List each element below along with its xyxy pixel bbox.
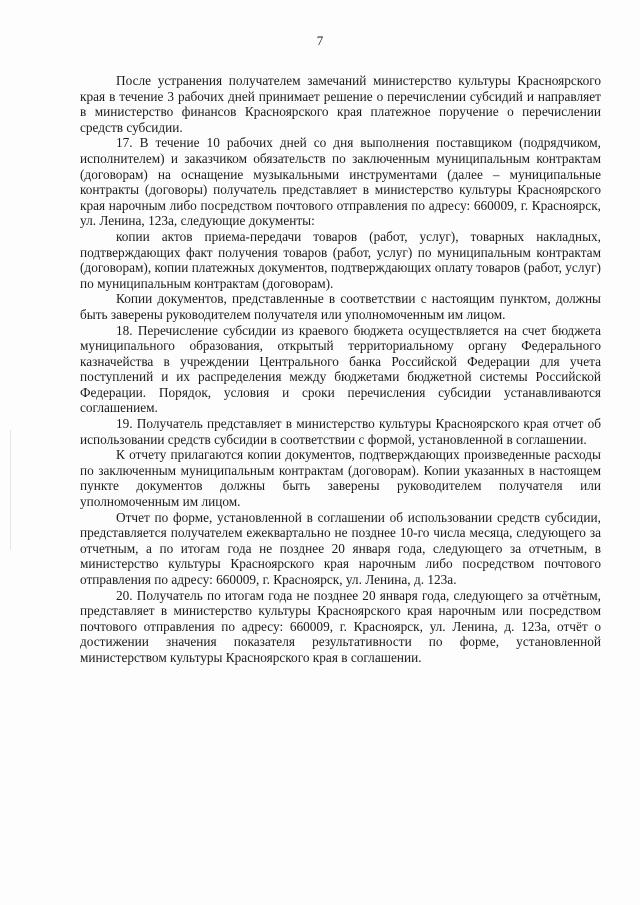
paragraph-item-19: 19. Получатель представляет в министерство культуры Красноярского края отчет об использовании средств субсидии в соответствии с формой, установленной в соглашении.: [80, 416, 601, 447]
page-number: 7: [316, 33, 324, 48]
paragraph-item-20: 20. Получатель по итогам года не позднее 20 января года, следующего за отчётным, представляет в министерство культуры Красноярского края нарочным или посредством почтового отправления по адресу: 660009, г. Красноярск, ул. Ленина, д. 123а, отчёт о достижении значения показателя результативности по форме, установленной министерством культуры Красноярского края в соглашении.: [80, 587, 601, 665]
paragraph-item-18: 18. Перечисление субсидии из краевого бюджета осуществляется на счет бюджета муниципального образования, открытый территориальному органу Федерального казначейства в учреждении Центрального банка Российской Федерации для учета поступлений и их распределения между бюджетами бюджетной системы Российской Федерации. Порядок, условия и сроки перечисления субсидии устанавливаются соглашением.: [80, 322, 601, 416]
paragraph-report-schedule: Отчет по форме, установленной в соглашении об использовании средств субсидии, представляется получателем ежеквартально не позднее 10-го числа месяца, следующего за отчетным, а по итогам года не позднее 20 января года, следующего за отчетным, в министерство культуры Красноярского края нарочным либо посредством почтового отправления по адресу: 660009, г. Красноярск, ул. Ленина, д. 123а.: [80, 509, 601, 587]
paragraph-item-17: 17. В течение 10 рабочих дней со дня выполнения поставщиком (подрядчиком, исполнителем) и заказчиком обязательств по заключенным муниципальным контрактам (договорам) на оснащение музыкальными инструментами (далее – муниципальные контракты (договоры) получатель представляет в министерство культуры Красноярского края нарочным либо посредством почтового отправления по адресу: 660009, г. Красноярск, ул. Ленина, 123а, следующие документы:: [80, 135, 601, 229]
scan-edge-mark: [10, 430, 11, 550]
document-body: [80, 73, 601, 666]
paragraph-document-copies: копии актов приема-передачи товаров (работ, услуг), товарных накладных, подтверждающих факт получения товаров (работ, услуг) по муниципальным контрактам (договорам), копии платежных документов, подтверждающих оплату товаров (работ, услуг) по муниципальным контрактам (договорам).: [80, 228, 601, 291]
paragraph-remarks-decision: После устранения получателем замечаний министерство культуры Красноярского края в течение 3 рабочих дней принимает решение о перечислении субсидий и направляет в министерство финансов Красноярского края платежное поручение о перечислении средств субсидии.: [80, 73, 601, 135]
paragraph-copies-certification: Копии документов, представленные в соответствии с настоящим пунктом, должны быть заверены руководителем получателя или уполномоченным им лицом.: [80, 291, 601, 322]
paragraph-report-attachments: К отчету прилагаются копии документов, подтверждающих произведенные расходы по заключенным муниципальным контрактам (договорам). Копии указанных в настоящем пункте документов должны быть заверены руководителем получателя или уполномоченным им лицом.: [80, 447, 601, 510]
